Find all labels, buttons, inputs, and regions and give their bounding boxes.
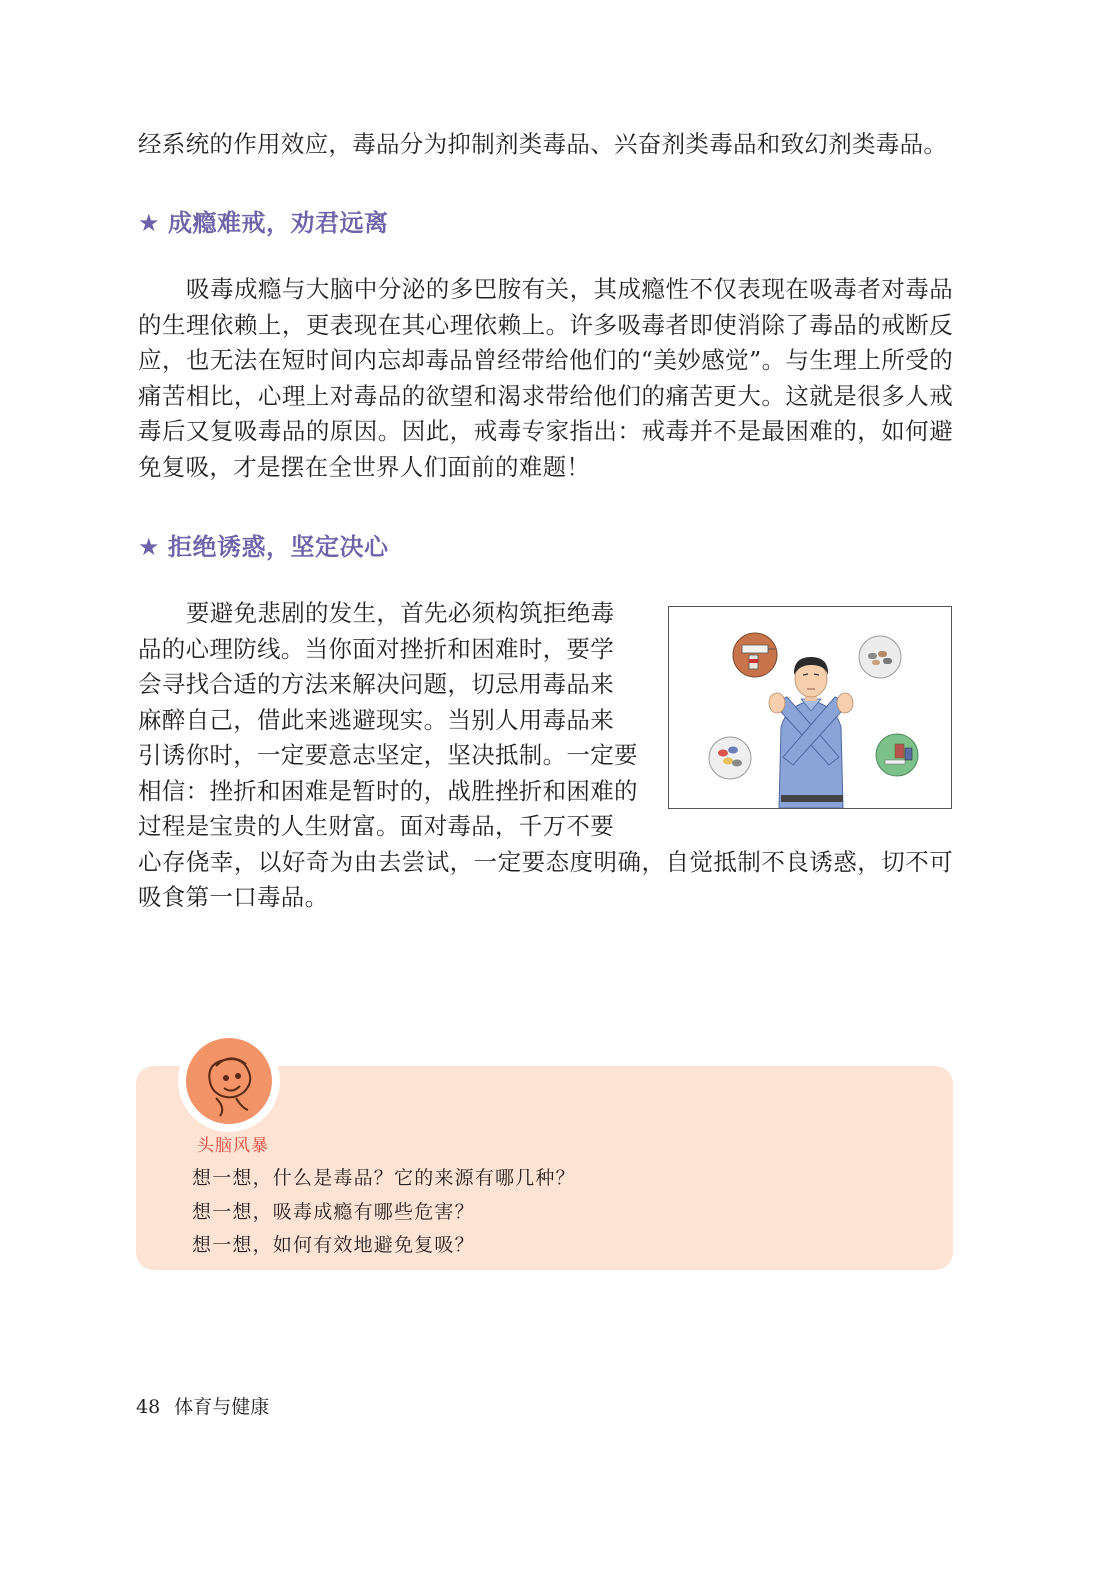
brainstorm-question: 想一想，什么是毒品？它的来源有哪几种？ [192,1167,576,1189]
star-icon: ★ [138,209,161,237]
brainstorm-badge [178,1030,280,1132]
addiction-paragraph: 吸毒成瘾与大脑中分泌的多巴胺有关，其成瘾性不仅表现在吸毒者对毒品的生理依赖上，更表现在其心理依赖上。许多吸毒者即使消除了毒品的戒断反应，也无法在短时间内忘却毒品曾经带给他们的“美妙感觉”。与生理上所受的痛苦相比，心理上对毒品的欲望和渴求带给他们的痛苦更大。这就是很多人戒毒后又复吸毒品的原因。因此，戒毒专家指出：戒毒并不是最困难的，如何避免复吸，才是摆在全世界人们面前的难题！ [138,275,953,481]
book-title: 体育与健康 [174,1396,270,1418]
brainstorm-title: 头脑风暴 [197,1136,269,1156]
pills-circle-icon [859,636,901,678]
section-heading-refuse-text: 拒绝诱惑，坚定决心 [168,533,389,561]
page-number: 48 [136,1396,161,1418]
refuse-line: 引诱你时，一定要意志坚定，坚决抵制。一定要 [138,741,638,769]
brainstorm-question: 想一想，吸毒成瘾有哪些危害？ [192,1201,475,1223]
refuse-line: 会寻找合适的方法来解决问题，切忌用毒品来 [138,670,614,698]
brainstorm-question: 想一想，如何有效地避免复吸？ [192,1234,475,1256]
page-footer [136,1392,269,1419]
refuse-paragraph-tail: 心存侥幸，以好奇为由去尝试，一定要态度明确，自觉抵制不良诱惑，切不可吸食第一口毒品。 [138,847,953,911]
capsules-circle-icon [709,737,751,779]
section-heading-addiction [138,203,389,238]
refuse-line: 相信：挫折和困难是暂时的，战胜挫折和困难的 [138,776,638,805]
refuse-line: 麻醉自己，借此来逃避现实。当别人用毒品来 [138,705,614,734]
section-heading-refuse [138,527,389,562]
man-figure [769,657,853,808]
refuse-line: 要避免悲剧的发生，首先必须构筑拒绝毒 [186,599,615,627]
intro-paragraph-end: 经系统的作用效应，毒品分为抑制剂类毒品、兴奋剂类毒品和致幻剂类毒品。 [138,130,948,158]
cigarettes-circle-icon [876,734,918,776]
refuse-line: 过程是宝贵的人生财富。面对毒品，千万不要 [138,812,614,840]
refusing-drugs-illustration [668,606,952,809]
section-heading-addiction-text: 成瘾难戒，劝君远离 [168,209,389,237]
mascot-drawing [186,1038,272,1124]
star-icon: ★ [138,533,161,561]
refuse-line: 品的心理防线。当你面对挫折和困难时，要学 [138,634,614,663]
syringe-circle-icon [733,633,777,677]
refusing-drugs-illustration-svg [669,607,951,808]
mascot-icon [186,1038,272,1124]
